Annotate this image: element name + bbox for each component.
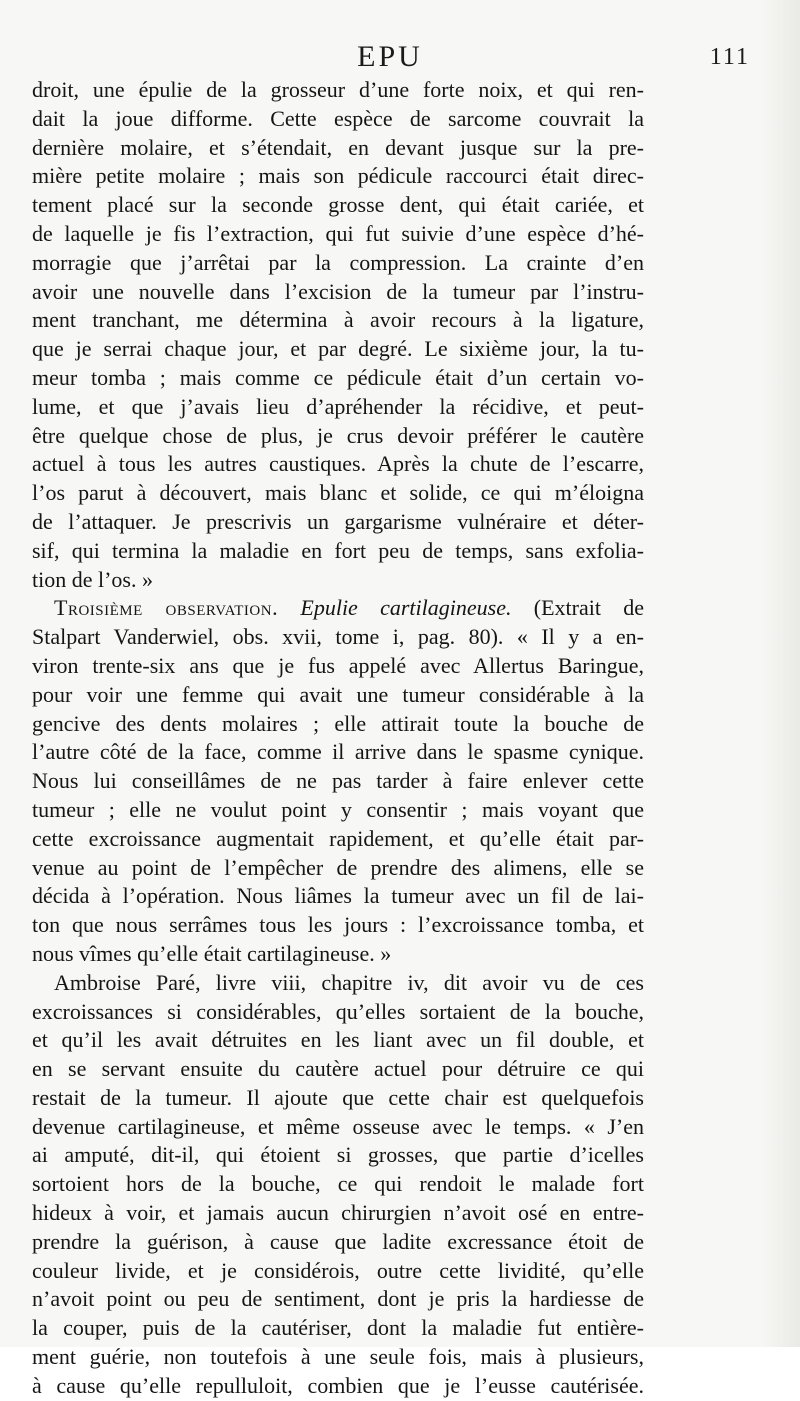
text-line: Stalpart Vanderwiel, obs. xvii, tome i, pag. 80). « Il y a en- [32, 624, 644, 650]
text-line: couleur livide, et je considérois, outre cette lividité, qu’elle [32, 1257, 644, 1283]
text-line: actuel à tous les autres caustiques. Après la chute de l’escarre, [32, 451, 644, 477]
text-fragment: (Extrait de [533, 595, 645, 621]
text-line: tion de l’os. » [32, 566, 153, 592]
text-line: que je serrai chaque jour, et par degré. Le sixième jour, la tu- [32, 336, 644, 362]
text-line: ment tranchant, me détermina à avoir recours à la ligature, [32, 307, 644, 333]
text-line: sortoient hors de la bouche, ce qui rendoit le malade fort [32, 1171, 644, 1197]
text-line: meur tomba ; mais comme ce pédicule était d’un certain vo- [32, 364, 644, 390]
text-line: gencive des dents molaires ; elle attirait toute la bouche de [32, 710, 644, 736]
page-edge-shadow [760, 0, 800, 1347]
text-line: ton que nous serrâmes tous les jours : l’excroissance tomba, et [32, 912, 644, 938]
text-line: ment guérie, non toutefois à une seule fois, mais à plusieurs, [32, 1344, 644, 1370]
text-line: la couper, puis de la cautériser, dont la maladie fut entière- [32, 1315, 644, 1341]
text-line: l’autre côté de la face, comme il arrive dans le spasme cynique. [32, 739, 644, 765]
observation-heading-line [32, 594, 644, 623]
text-line: morragie que j’arrêtai par la compression. La crainte d’en [32, 249, 644, 275]
text-line: sif, qui termina la maladie en fort peu de temps, sans exfolia- [32, 537, 644, 563]
text-line: l’os parut à découvert, mais blanc et solide, ce qui m’éloigna [32, 480, 644, 506]
text-line: Nous lui conseillâmes de ne pas tarder à faire enlever cette [32, 768, 644, 794]
text-line: tumeur ; elle ne voulut point y consentir ; mais voyant que [32, 796, 644, 822]
text-line: ai amputé, dit-il, qui étoient si grosses, que partie d’icelles [32, 1142, 644, 1168]
text-line: pour voir une femme qui avait une tumeur considérable à la [32, 681, 644, 707]
observation-title: Epulie cartilagineuse. [300, 595, 512, 621]
running-head: EPU [357, 40, 423, 73]
text-line: mière petite molaire ; mais son pédicule raccourci était direc- [32, 163, 644, 189]
text-line: dait la joue difforme. Cette espèce de sarcome couvrait la [32, 105, 644, 131]
text-line: Ambroise Paré, livre viii, chapitre iv, dit avoir vu de ces [54, 969, 644, 995]
text-line: et qu’il les avait détruites en les liant avec un fil double, et [32, 1027, 644, 1053]
text-line: être quelque chose de plus, je crus devoir préférer le cautère [32, 422, 644, 448]
text-line: de laquelle je fis l’extraction, qui fut suivie d’une espèce d’hé- [32, 220, 644, 246]
text-line: en se servant ensuite du cautère actuel pour détruire ce qui [32, 1056, 644, 1082]
text-line: lume, et que j’avais lieu d’apréhender la récidive, et peut- [32, 393, 644, 419]
text-line: devenue cartilagineuse, et même osseuse avec le temps. « J’en [32, 1113, 644, 1139]
text-line: cette excroissance augmentait rapidement, et qu’elle était par- [32, 825, 644, 851]
text-line: de l’attaquer. Je prescrivis un gargarisme vulnéraire et déter- [32, 508, 644, 534]
page-header [30, 40, 750, 80]
text-line: venue au point de l’empêcher de prendre des alimens, elle se [32, 854, 644, 880]
text-line: à cause qu’elle repulluloit, combien que je l’eusse cautérisée. [32, 1372, 644, 1398]
text-line: viron trente-six ans que je fus appelé avec Allertus Baringue, [32, 652, 644, 678]
text-line: excroissances si considérables, qu’elles sortaient de la bouche, [32, 998, 644, 1024]
body-text [32, 76, 644, 1401]
text-line: décida à l’opération. Nous liâmes la tumeur avec un fil de lai- [32, 883, 644, 909]
text-line: droit, une épulie de la grosseur d’une forte noix, et qui ren- [32, 77, 644, 102]
text-line: dernière molaire, et s’étendait, en devant jusque sur la pre- [32, 134, 644, 160]
text-line: avoir une nouvelle dans l’excision de la tumeur par l’instru- [32, 278, 644, 304]
text-line: n’avoit point ou peu de sentiment, dont je pris la hardiesse de [32, 1286, 644, 1312]
text-line: prendre la guérison, à cause que ladite excressance étoit de [32, 1228, 644, 1254]
text-line: tement placé sur la seconde grosse dent, qui était cariée, et [32, 192, 644, 218]
page-number: 111 [709, 44, 750, 70]
text-line: nous vîmes qu’elle était cartilagineuse. » [32, 940, 392, 966]
text-line: hideux à voir, et jamais aucun chirurgien n’avoit osé en entre- [32, 1200, 644, 1226]
text-line: restait de la tumeur. Il ajoute que cette chair est quelquefois [32, 1084, 644, 1110]
observation-heading: Troisième observation. [54, 595, 279, 621]
